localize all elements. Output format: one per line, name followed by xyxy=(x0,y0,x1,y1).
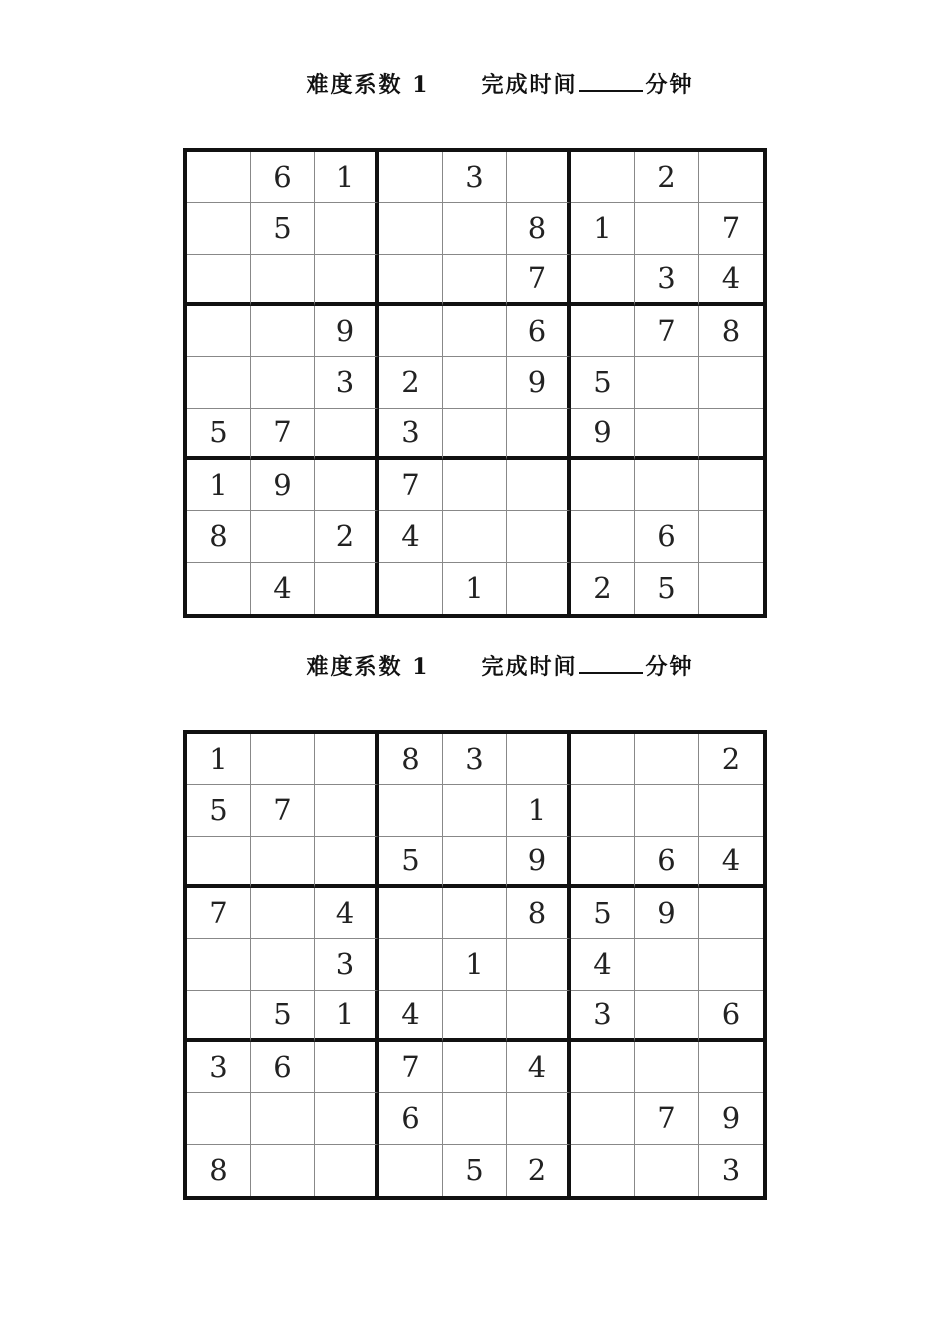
given-cell: 6 xyxy=(251,152,315,203)
empty-cell[interactable] xyxy=(315,563,379,614)
empty-cell[interactable] xyxy=(443,255,507,306)
empty-cell[interactable] xyxy=(699,152,763,203)
empty-cell[interactable] xyxy=(379,939,443,990)
empty-cell[interactable] xyxy=(251,888,315,939)
given-cell: 4 xyxy=(699,837,763,888)
puzzle-1-heading xyxy=(0,68,950,100)
given-cell: 7 xyxy=(251,409,315,460)
empty-cell[interactable] xyxy=(379,888,443,939)
given-cell: 8 xyxy=(379,734,443,785)
given-cell: 7 xyxy=(187,888,251,939)
empty-cell[interactable] xyxy=(571,734,635,785)
empty-cell[interactable] xyxy=(635,1042,699,1093)
empty-cell[interactable] xyxy=(443,991,507,1042)
empty-cell[interactable] xyxy=(443,306,507,357)
empty-cell[interactable] xyxy=(379,785,443,836)
empty-cell[interactable] xyxy=(571,1145,635,1196)
empty-cell[interactable] xyxy=(699,460,763,511)
empty-cell[interactable] xyxy=(315,1093,379,1144)
sudoku-grid-2 xyxy=(183,730,767,1200)
empty-cell[interactable] xyxy=(251,734,315,785)
empty-cell[interactable] xyxy=(571,152,635,203)
empty-cell[interactable] xyxy=(699,939,763,990)
given-cell: 7 xyxy=(699,203,763,254)
given-cell: 3 xyxy=(187,1042,251,1093)
given-cell: 1 xyxy=(187,734,251,785)
given-cell: 1 xyxy=(315,152,379,203)
empty-cell[interactable] xyxy=(635,785,699,836)
empty-cell[interactable] xyxy=(443,1042,507,1093)
given-cell: 8 xyxy=(699,306,763,357)
empty-cell[interactable] xyxy=(635,409,699,460)
empty-cell[interactable] xyxy=(315,1042,379,1093)
minutes-unit-label: 分钟 xyxy=(645,654,694,680)
empty-cell[interactable] xyxy=(315,409,379,460)
empty-cell[interactable] xyxy=(443,837,507,888)
empty-cell[interactable] xyxy=(251,1093,315,1144)
empty-cell[interactable] xyxy=(699,888,763,939)
empty-cell[interactable] xyxy=(571,306,635,357)
given-cell: 4 xyxy=(507,1042,571,1093)
empty-cell[interactable] xyxy=(507,511,571,562)
empty-cell[interactable] xyxy=(699,563,763,614)
empty-cell[interactable] xyxy=(635,734,699,785)
empty-cell[interactable] xyxy=(187,203,251,254)
empty-cell[interactable] xyxy=(379,255,443,306)
given-cell: 3 xyxy=(315,357,379,408)
empty-cell[interactable] xyxy=(507,991,571,1042)
empty-cell[interactable] xyxy=(507,152,571,203)
given-cell: 6 xyxy=(635,511,699,562)
given-cell: 4 xyxy=(571,939,635,990)
given-cell: 2 xyxy=(571,563,635,614)
given-cell: 1 xyxy=(443,939,507,990)
given-cell: 2 xyxy=(507,1145,571,1196)
given-cell: 4 xyxy=(251,563,315,614)
empty-cell[interactable] xyxy=(379,1145,443,1196)
given-cell: 9 xyxy=(699,1093,763,1144)
given-cell: 4 xyxy=(379,991,443,1042)
empty-cell[interactable] xyxy=(443,409,507,460)
given-cell: 8 xyxy=(187,1145,251,1196)
given-cell: 3 xyxy=(571,991,635,1042)
empty-cell[interactable] xyxy=(507,409,571,460)
given-cell: 3 xyxy=(443,734,507,785)
empty-cell[interactable] xyxy=(571,255,635,306)
given-cell: 8 xyxy=(507,203,571,254)
given-cell: 2 xyxy=(379,357,443,408)
time-blank-line xyxy=(579,650,643,674)
given-cell: 5 xyxy=(187,409,251,460)
empty-cell[interactable] xyxy=(635,991,699,1042)
given-cell: 2 xyxy=(315,511,379,562)
empty-cell[interactable] xyxy=(443,1093,507,1144)
given-cell: 9 xyxy=(315,306,379,357)
empty-cell[interactable] xyxy=(507,939,571,990)
empty-cell[interactable] xyxy=(507,734,571,785)
given-cell: 5 xyxy=(571,888,635,939)
given-cell: 3 xyxy=(443,152,507,203)
empty-cell[interactable] xyxy=(315,460,379,511)
empty-cell[interactable] xyxy=(187,357,251,408)
empty-cell[interactable] xyxy=(635,203,699,254)
minutes-unit-label: 分钟 xyxy=(645,72,694,98)
given-cell: 5 xyxy=(251,203,315,254)
empty-cell[interactable] xyxy=(443,785,507,836)
empty-cell[interactable] xyxy=(315,1145,379,1196)
empty-cell[interactable] xyxy=(507,460,571,511)
completion-time-label: 完成时间 xyxy=(481,72,578,98)
given-cell: 9 xyxy=(571,409,635,460)
given-cell: 6 xyxy=(635,837,699,888)
given-cell: 3 xyxy=(699,1145,763,1196)
empty-cell[interactable] xyxy=(315,837,379,888)
given-cell: 7 xyxy=(251,785,315,836)
given-cell: 4 xyxy=(315,888,379,939)
empty-cell[interactable] xyxy=(379,306,443,357)
empty-cell[interactable] xyxy=(187,563,251,614)
empty-cell[interactable] xyxy=(571,460,635,511)
given-cell: 6 xyxy=(251,1042,315,1093)
empty-cell[interactable] xyxy=(699,785,763,836)
given-cell: 5 xyxy=(251,991,315,1042)
given-cell: 1 xyxy=(443,563,507,614)
empty-cell[interactable] xyxy=(251,306,315,357)
empty-cell[interactable] xyxy=(379,203,443,254)
given-cell: 9 xyxy=(507,837,571,888)
given-cell: 1 xyxy=(315,991,379,1042)
given-cell: 5 xyxy=(635,563,699,614)
empty-cell[interactable] xyxy=(315,203,379,254)
empty-cell[interactable] xyxy=(571,1042,635,1093)
empty-cell[interactable] xyxy=(635,460,699,511)
time-blank-line xyxy=(579,68,643,92)
empty-cell[interactable] xyxy=(187,939,251,990)
empty-cell[interactable] xyxy=(443,203,507,254)
given-cell: 6 xyxy=(699,991,763,1042)
given-cell: 7 xyxy=(635,306,699,357)
empty-cell[interactable] xyxy=(443,511,507,562)
given-cell: 9 xyxy=(635,888,699,939)
empty-cell[interactable] xyxy=(251,1145,315,1196)
given-cell: 7 xyxy=(379,460,443,511)
empty-cell[interactable] xyxy=(443,460,507,511)
empty-cell[interactable] xyxy=(571,837,635,888)
given-cell: 2 xyxy=(635,152,699,203)
empty-cell[interactable] xyxy=(379,563,443,614)
given-cell: 7 xyxy=(379,1042,443,1093)
given-cell: 5 xyxy=(379,837,443,888)
empty-cell[interactable] xyxy=(251,357,315,408)
empty-cell[interactable] xyxy=(699,409,763,460)
completion-time-label: 完成时间 xyxy=(481,654,578,680)
given-cell: 7 xyxy=(507,255,571,306)
empty-cell[interactable] xyxy=(187,306,251,357)
difficulty-label: 难度系数 1 xyxy=(306,72,430,98)
empty-cell[interactable] xyxy=(635,1145,699,1196)
empty-cell[interactable] xyxy=(443,357,507,408)
empty-cell[interactable] xyxy=(507,1093,571,1144)
given-cell: 8 xyxy=(507,888,571,939)
empty-cell[interactable] xyxy=(315,785,379,836)
empty-cell[interactable] xyxy=(379,152,443,203)
given-cell: 6 xyxy=(507,306,571,357)
given-cell: 3 xyxy=(635,255,699,306)
empty-cell[interactable] xyxy=(507,563,571,614)
given-cell: 9 xyxy=(507,357,571,408)
empty-cell[interactable] xyxy=(699,511,763,562)
puzzle-2-heading xyxy=(0,650,950,682)
empty-cell[interactable] xyxy=(443,888,507,939)
given-cell: 1 xyxy=(571,203,635,254)
empty-cell[interactable] xyxy=(251,511,315,562)
empty-cell[interactable] xyxy=(699,357,763,408)
empty-cell[interactable] xyxy=(187,837,251,888)
given-cell: 4 xyxy=(699,255,763,306)
given-cell: 4 xyxy=(379,511,443,562)
given-cell: 2 xyxy=(699,734,763,785)
given-cell: 1 xyxy=(507,785,571,836)
empty-cell[interactable] xyxy=(571,1093,635,1144)
empty-cell[interactable] xyxy=(251,255,315,306)
empty-cell[interactable] xyxy=(699,1042,763,1093)
empty-cell[interactable] xyxy=(187,152,251,203)
given-cell: 5 xyxy=(187,785,251,836)
empty-cell[interactable] xyxy=(251,939,315,990)
empty-cell[interactable] xyxy=(571,785,635,836)
empty-cell[interactable] xyxy=(251,837,315,888)
given-cell: 8 xyxy=(187,511,251,562)
empty-cell[interactable] xyxy=(635,939,699,990)
given-cell: 6 xyxy=(379,1093,443,1144)
difficulty-label: 难度系数 1 xyxy=(306,654,430,680)
given-cell: 3 xyxy=(379,409,443,460)
empty-cell[interactable] xyxy=(187,1093,251,1144)
empty-cell[interactable] xyxy=(187,991,251,1042)
given-cell: 5 xyxy=(571,357,635,408)
empty-cell[interactable] xyxy=(571,511,635,562)
empty-cell[interactable] xyxy=(187,255,251,306)
given-cell: 1 xyxy=(187,460,251,511)
given-cell: 9 xyxy=(251,460,315,511)
given-cell: 7 xyxy=(635,1093,699,1144)
empty-cell[interactable] xyxy=(635,357,699,408)
given-cell: 3 xyxy=(315,939,379,990)
given-cell: 5 xyxy=(443,1145,507,1196)
sudoku-grid-1 xyxy=(183,148,767,618)
empty-cell[interactable] xyxy=(315,734,379,785)
empty-cell[interactable] xyxy=(315,255,379,306)
